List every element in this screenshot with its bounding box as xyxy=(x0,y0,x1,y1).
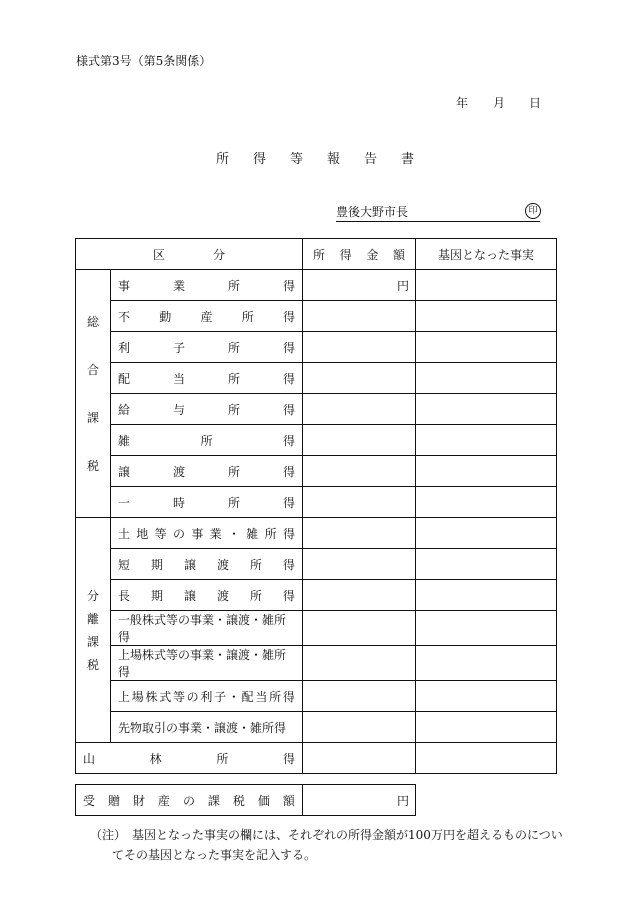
income-type-label xyxy=(111,518,303,549)
label-char: 当 xyxy=(172,371,185,386)
label-char: 額 xyxy=(282,793,295,808)
general-tax-group xyxy=(76,270,111,518)
basis-cell[interactable] xyxy=(416,712,557,743)
separate-tax-group xyxy=(76,518,111,743)
group-char: 分 xyxy=(86,589,99,603)
label-char: 得 xyxy=(282,464,295,479)
label-char: 所 xyxy=(249,557,262,572)
label-char: 業 xyxy=(172,278,185,293)
basis-cell[interactable] xyxy=(416,363,557,394)
header-amount xyxy=(303,239,416,270)
header-category xyxy=(76,239,303,270)
header-amount-char: 所 xyxy=(313,247,326,262)
basis-cell[interactable] xyxy=(416,301,557,332)
label-char: 短 xyxy=(118,557,131,572)
amount-cell[interactable] xyxy=(303,270,416,301)
label-char: 与 xyxy=(172,402,185,417)
income-type-label xyxy=(111,712,303,743)
label-char: 雑 xyxy=(118,433,131,448)
amount-cell[interactable] xyxy=(303,611,416,646)
label-char: 税 xyxy=(232,793,245,808)
label-char: 一般株式等の事業・譲渡・雑所得 xyxy=(118,613,287,644)
amount-cell[interactable] xyxy=(303,487,416,518)
table-header-row xyxy=(76,239,557,270)
label-char: 長 xyxy=(118,588,131,603)
label-char: の xyxy=(186,689,199,704)
basis-cell[interactable] xyxy=(416,518,557,549)
label-char: の xyxy=(172,526,185,541)
label-char: 譲 xyxy=(183,588,196,603)
basis-cell[interactable] xyxy=(416,646,557,681)
label-char: 得 xyxy=(282,689,295,704)
amount-cell[interactable] xyxy=(303,425,416,456)
label-char: 所 xyxy=(227,278,240,293)
label-char: 得 xyxy=(282,495,295,510)
label-char: 式 xyxy=(159,689,172,704)
label-char: 所 xyxy=(241,309,254,324)
group-char: 課 xyxy=(86,635,99,649)
header-amount-char: 得 xyxy=(339,247,352,262)
table-row xyxy=(76,270,557,301)
table-row xyxy=(76,518,557,549)
label-char: 株 xyxy=(145,689,158,704)
table-row xyxy=(76,487,557,518)
income-type-label xyxy=(111,549,303,580)
forestry-label xyxy=(76,743,303,774)
basis-cell[interactable] xyxy=(416,580,557,611)
income-type-label xyxy=(111,425,303,456)
basis-cell[interactable] xyxy=(416,549,557,580)
label-char: 上場株式等の事業・譲渡・雑所得 xyxy=(118,648,287,679)
header-amount-char: 金 xyxy=(366,247,379,262)
amount-cell[interactable] xyxy=(303,646,416,681)
income-table xyxy=(75,238,557,774)
label-char: 産 xyxy=(200,309,213,324)
income-type-label xyxy=(111,456,303,487)
label-char: 一 xyxy=(118,495,131,510)
note-line-2: てその基因となった事実を記入する。 xyxy=(112,848,317,862)
amount-cell[interactable] xyxy=(303,332,416,363)
label-char: 山 xyxy=(83,751,96,766)
label-char: 事 xyxy=(191,526,204,541)
document-title xyxy=(0,148,630,167)
amount-cell[interactable] xyxy=(303,394,416,425)
basis-cell[interactable] xyxy=(416,270,557,301)
group-char: 合 xyxy=(86,363,99,377)
label-char: ・ xyxy=(227,526,240,541)
title-char: 報 xyxy=(327,152,341,167)
label-char: 不 xyxy=(118,309,131,324)
label-char: 事 xyxy=(118,278,131,293)
table-row xyxy=(76,646,557,681)
label-char: 地 xyxy=(136,526,149,541)
basis-cell[interactable] xyxy=(416,743,557,774)
group-char: 税 xyxy=(86,459,99,473)
yen-unit: 円 xyxy=(396,793,409,808)
label-char: 譲 xyxy=(183,557,196,572)
label-char: 課 xyxy=(207,793,220,808)
amount-cell[interactable] xyxy=(303,580,416,611)
table-row xyxy=(76,425,557,456)
table-row xyxy=(76,743,557,774)
label-char: 等 xyxy=(154,526,167,541)
label-char: 所 xyxy=(249,588,262,603)
title-char: 告 xyxy=(364,152,378,167)
label-char: 得 xyxy=(282,751,295,766)
date-month-label: 月 xyxy=(493,96,506,110)
title-char: 書 xyxy=(401,152,415,167)
date-day-label: 日 xyxy=(529,96,542,110)
label-char: 配 xyxy=(118,371,131,386)
table-row xyxy=(76,332,557,363)
group-char: 総 xyxy=(86,315,99,329)
label-char: 得 xyxy=(282,526,295,541)
label-char: 子 xyxy=(214,689,227,704)
date-year-label: 年 xyxy=(456,96,469,110)
label-char: 受 xyxy=(83,793,96,808)
label-char: 雑 xyxy=(246,526,259,541)
label-char: 得 xyxy=(282,371,295,386)
gift-label xyxy=(76,785,303,816)
amount-cell[interactable] xyxy=(303,712,416,743)
label-char: 動 xyxy=(159,309,172,324)
label-char: 贈 xyxy=(107,793,120,808)
amount-cell[interactable] xyxy=(303,456,416,487)
table-row xyxy=(76,712,557,743)
income-type-label xyxy=(111,363,303,394)
label-char: 渡 xyxy=(172,464,185,479)
label-char: 渡 xyxy=(216,557,229,572)
table-row xyxy=(76,363,557,394)
label-char: 所 xyxy=(264,526,277,541)
note-prefix: （注） xyxy=(90,828,121,842)
table-row xyxy=(76,394,557,425)
income-type-label xyxy=(111,332,303,363)
basis-cell[interactable] xyxy=(416,456,557,487)
label-char: 得 xyxy=(282,309,295,324)
label-char: 所 xyxy=(227,495,240,510)
label-char: 利 xyxy=(118,340,131,355)
title-char: 得 xyxy=(252,152,266,167)
label-char: 得 xyxy=(282,278,295,293)
label-char: 所 xyxy=(227,340,240,355)
label-char: 渡 xyxy=(216,588,229,603)
income-type-label xyxy=(111,301,303,332)
gift-amount-cell[interactable] xyxy=(303,785,416,816)
label-char: 所 xyxy=(216,751,229,766)
basis-cell[interactable] xyxy=(416,487,557,518)
label-char: 期 xyxy=(150,588,163,603)
form-number: 様式第3号（第5条関係） xyxy=(76,54,212,68)
label-char: 給 xyxy=(118,402,131,417)
label-char: 財 xyxy=(132,793,145,808)
label-char: 業 xyxy=(209,526,222,541)
income-type-label xyxy=(111,270,303,301)
income-type-label xyxy=(111,487,303,518)
note xyxy=(90,825,563,865)
note-line-1: 基因となった事実の欄には、それぞれの所得金額が100万円を超えるものについ xyxy=(132,828,563,842)
seal-mark: 印 xyxy=(525,203,541,219)
label-char: 所 xyxy=(269,689,282,704)
income-type-label xyxy=(111,681,303,712)
label-char: 時 xyxy=(172,495,185,510)
gift-row xyxy=(76,785,416,816)
label-char: 場 xyxy=(131,689,144,704)
group-char: 離 xyxy=(86,612,99,626)
addressee: 豊後大野市長 xyxy=(336,203,540,222)
title-char: 所 xyxy=(215,152,229,167)
label-char: 産 xyxy=(157,793,170,808)
label-char: 等 xyxy=(172,689,185,704)
income-type-label xyxy=(111,646,303,681)
header-category-char: 区 xyxy=(152,247,165,262)
basis-cell[interactable] xyxy=(416,681,557,712)
label-char: 林 xyxy=(149,751,162,766)
label-char: ・ xyxy=(227,689,240,704)
label-char: 所 xyxy=(227,371,240,386)
label-char: 子 xyxy=(172,340,185,355)
label-char: 得 xyxy=(282,402,295,417)
gift-table xyxy=(75,784,416,816)
amount-cell[interactable] xyxy=(303,681,416,712)
label-char: 得 xyxy=(282,588,295,603)
header-category-char: 分 xyxy=(213,247,226,262)
amount-value: 円 xyxy=(396,278,409,293)
basis-cell[interactable] xyxy=(416,425,557,456)
label-char: 利 xyxy=(200,689,213,704)
table-row xyxy=(76,580,557,611)
label-char: 期 xyxy=(150,557,163,572)
label-char: の xyxy=(182,793,195,808)
label-char: 上 xyxy=(118,689,131,704)
basis-cell[interactable] xyxy=(416,394,557,425)
income-type-label xyxy=(111,580,303,611)
income-type-label xyxy=(111,394,303,425)
header-amount-char: 額 xyxy=(392,247,405,262)
table-row xyxy=(76,301,557,332)
label-char: 当 xyxy=(255,689,268,704)
header-basis: 基因となった事実 xyxy=(416,239,557,270)
basis-cell[interactable] xyxy=(416,611,557,646)
label-char: 得 xyxy=(282,433,295,448)
label-char: 得 xyxy=(282,557,295,572)
label-char: 所 xyxy=(227,464,240,479)
amount-cell[interactable] xyxy=(303,549,416,580)
amount-cell[interactable] xyxy=(303,363,416,394)
label-char: 所 xyxy=(227,402,240,417)
label-char: 先物取引の事業・譲渡・雑所得 xyxy=(118,720,287,735)
amount-cell[interactable] xyxy=(303,301,416,332)
amount-cell[interactable] xyxy=(303,518,416,549)
label-char: 得 xyxy=(282,340,295,355)
label-char: 土 xyxy=(118,526,131,541)
group-char: 課 xyxy=(86,411,99,425)
label-char: 譲 xyxy=(118,464,131,479)
title-char: 等 xyxy=(289,152,303,167)
group-char: 税 xyxy=(86,658,99,672)
label-char: 価 xyxy=(257,793,270,808)
table-row xyxy=(76,611,557,646)
label-char: 配 xyxy=(241,689,254,704)
table-row xyxy=(76,681,557,712)
table-row xyxy=(76,456,557,487)
label-char: 所 xyxy=(200,433,213,448)
basis-cell[interactable] xyxy=(416,332,557,363)
table-row xyxy=(76,549,557,580)
income-type-label xyxy=(111,611,303,646)
amount-cell[interactable] xyxy=(303,743,416,774)
